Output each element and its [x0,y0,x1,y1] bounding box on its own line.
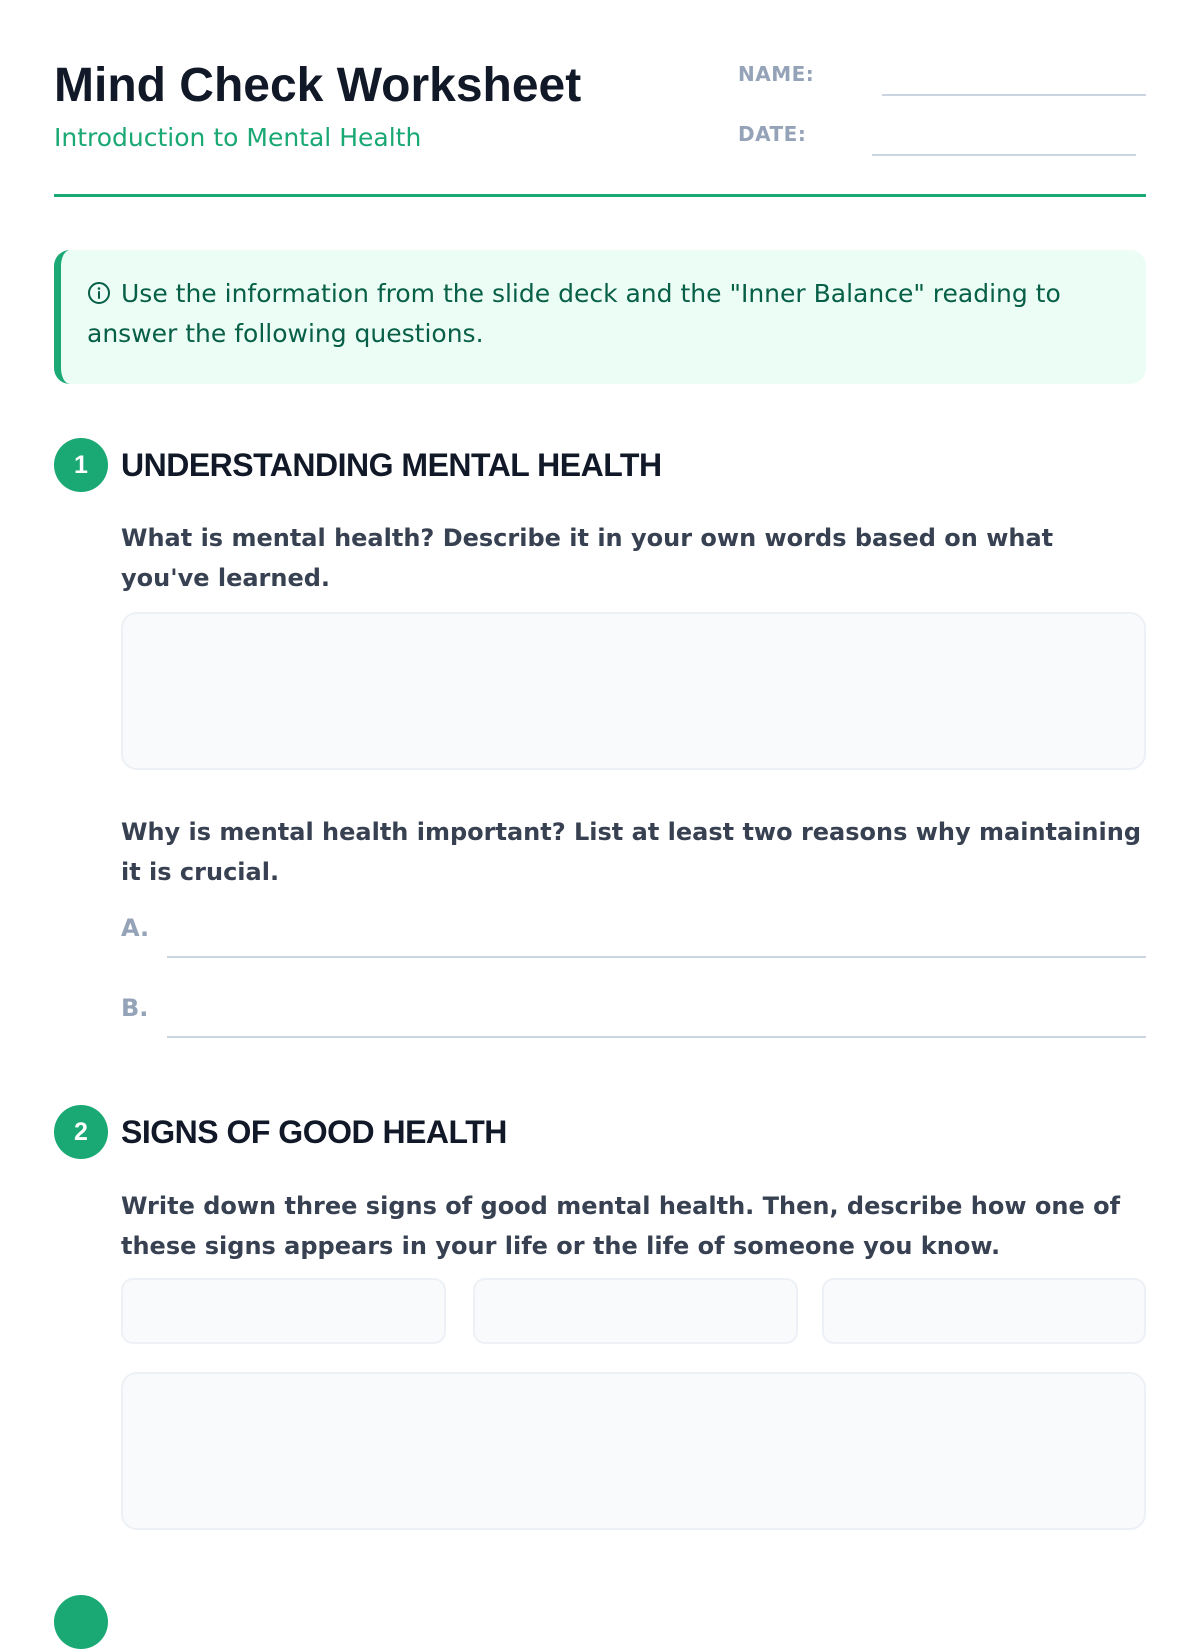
section-2-badge: 2 [54,1105,108,1159]
callout-paragraph [87,274,1127,354]
instructions-callout [54,250,1146,384]
callout-text: Use the information from the slide deck and the "Inner Balance" reading to answer the following questions. [87,279,1061,348]
section-1-badge: 1 [54,438,108,492]
answer-line-a [121,914,1146,954]
question-1-2: Why is mental health important? List at least two reasons why maintaining it is crucial. [121,818,1141,886]
worksheet-header [54,50,1146,198]
section-2-title: SIGNS OF GOOD HEALTH [121,1114,507,1150]
answer-line-b-field[interactable] [167,1036,1146,1038]
header-divider [54,194,1146,197]
question-1-1: What is mental health? Describe it in your own words based on what you've learned. [121,524,1054,592]
answer-line-b-letter: B. [121,994,149,1022]
sign-box-3[interactable] [822,1278,1146,1344]
question-2-1: Write down three signs of good mental health. Then, describe how one of these signs appears in your life or the life of someone you know. [121,1192,1121,1260]
worksheet-page [54,0,1146,1600]
date-field[interactable] [872,154,1136,156]
answer-box-2-1[interactable] [121,1372,1146,1530]
name-field-row [738,56,1146,96]
sign-box-1[interactable] [121,1278,446,1344]
answer-line-b [121,994,1146,1034]
info-icon [87,281,111,305]
sign-box-2[interactable] [473,1278,798,1344]
page-subtitle: Introduction to Mental Health [54,123,422,152]
answer-line-a-field[interactable] [167,956,1146,958]
answer-box-1-1[interactable] [121,612,1146,770]
section-3-badge-partial [54,1595,108,1649]
section-1-title: UNDERSTANDING MENTAL HEALTH [121,447,662,483]
date-label: DATE: [738,122,807,146]
date-field-row [738,116,1146,156]
name-field[interactable] [882,94,1146,96]
answer-line-a-letter: A. [121,914,150,942]
name-label: NAME: [738,62,815,86]
page-title: Mind Check Worksheet [54,59,582,112]
